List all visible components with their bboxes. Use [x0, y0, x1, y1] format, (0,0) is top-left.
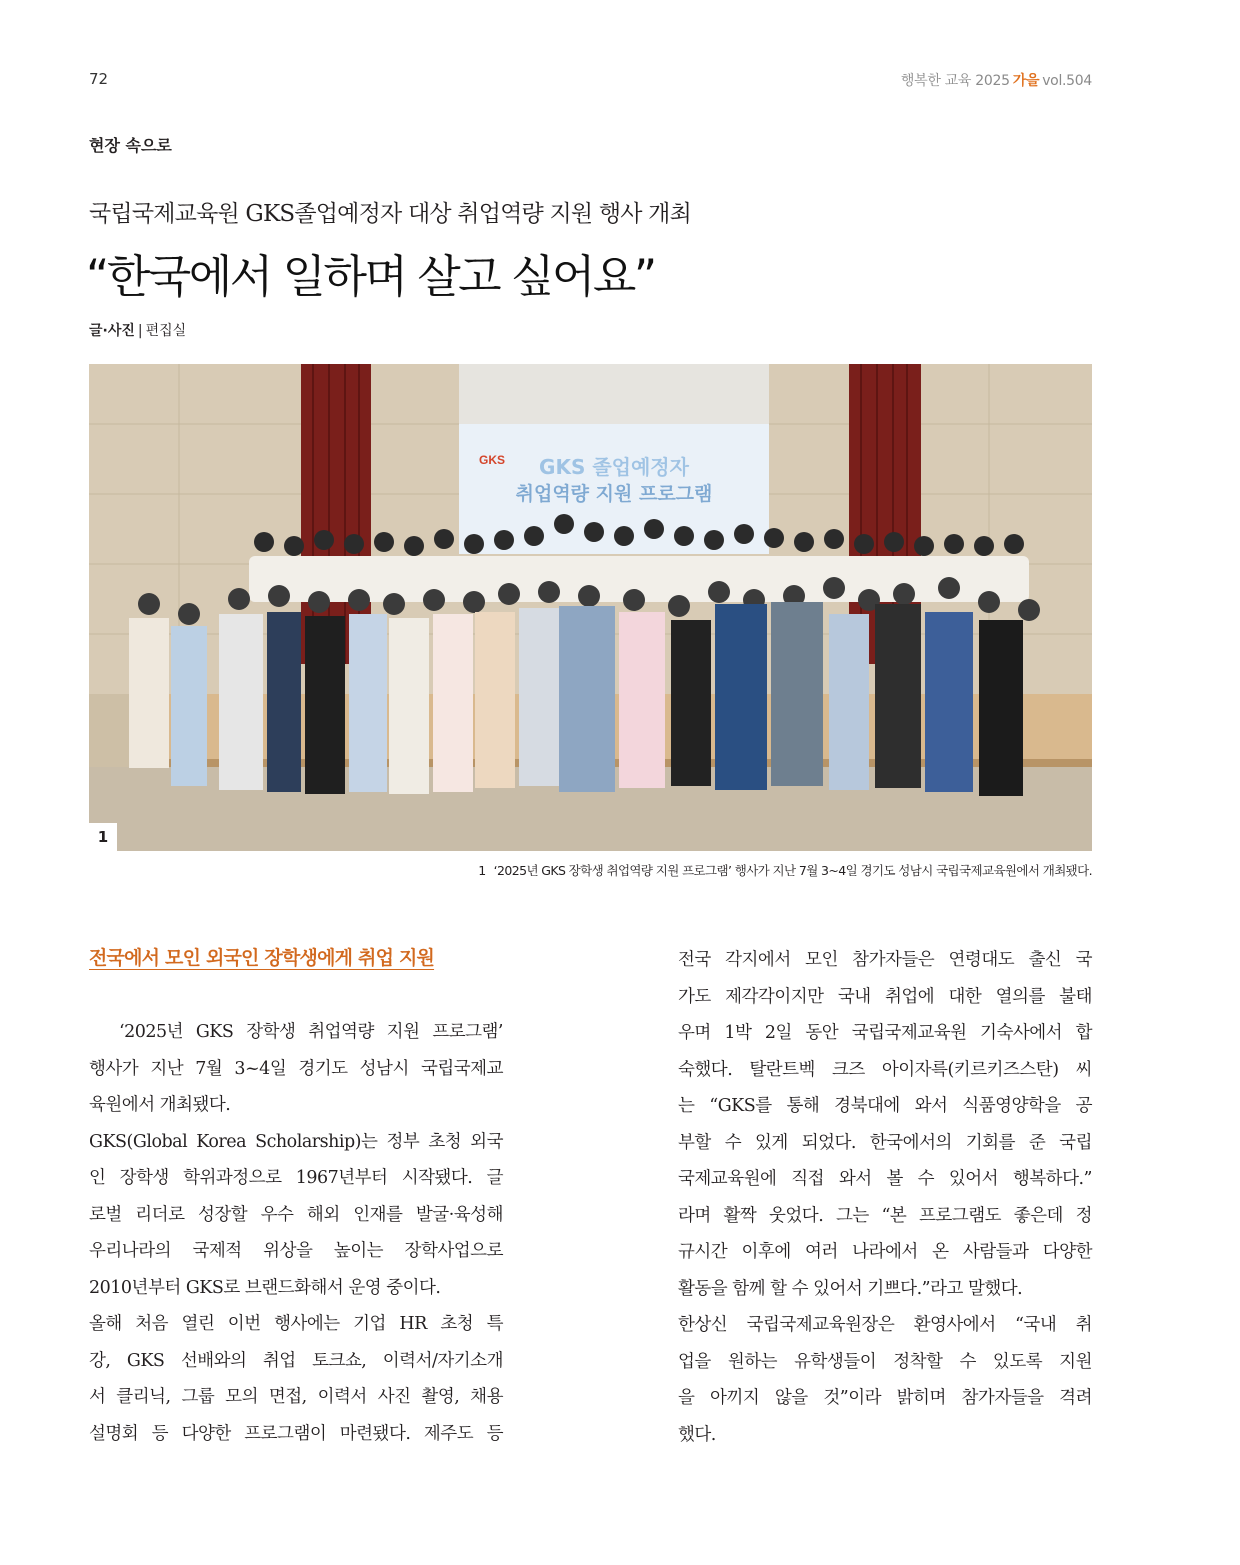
group-photo-illustration [89, 364, 1092, 851]
byline-role: 글·사진 [89, 323, 135, 339]
paragraph-line: 올해 처음 열린 이번 행사에는 기업 HR 초청 특 [89, 1314, 503, 1334]
paragraph-line: 전국 각지에서 모인 참가자들은 연령대도 출신 국 [678, 950, 1092, 970]
paragraph-line: 서 클리닉, 그룹 모의 면접, 이력서 사진 촬영, 채용 [89, 1387, 503, 1407]
article-headline: “한국에서 일하며 살고 싶어요” [86, 250, 655, 303]
paragraph-line: 부할 수 있게 되었다. 한국에서의 기회를 준 국립 [678, 1132, 1092, 1153]
paragraph-line: 는 “GKS를 통해 경북대에 와서 식품영양학을 공 [678, 1096, 1092, 1116]
article-right-column [678, 942, 1092, 1453]
paragraph-line: 우며 1박 2일 동안 국립국제교육원 기숙사에서 합 [678, 1023, 1092, 1043]
paragraph-line: 행사가 지난 7월 3~4일 경기도 성남시 국립국제교 [89, 1058, 503, 1079]
magazine-name: 행복한 교육 2025 [900, 73, 1010, 89]
article-left-column [89, 1014, 503, 1452]
volume-label: vol.504 [1042, 73, 1092, 89]
caption-number: 1 [478, 863, 486, 878]
byline-author: 편집실 [145, 323, 187, 339]
paragraph-line: 강, GKS 선배와의 취업 토크쇼, 이력서/자기소개 [89, 1350, 503, 1371]
paragraph-line: 로벌 리더로 성장할 우수 해외 인재를 발굴·육성해 [89, 1204, 503, 1225]
paragraph-line: 숙했다. 탈란트벡 크즈 아이자륵(키르키즈스탄) 씨 [678, 1059, 1092, 1080]
photo-caption [478, 861, 1092, 879]
page-number: 72 [89, 70, 109, 88]
article-section-heading: 전국에서 모인 외국인 장학생에게 취업 지원 [89, 947, 435, 969]
banner-logo: GKS [479, 453, 506, 467]
paragraph-line: 우리나라의 국제적 위상을 높이는 장학사업으로 [89, 1241, 503, 1261]
season-label: 가을 [1012, 73, 1040, 89]
paragraph-line: 했다. [678, 1424, 716, 1445]
group-photo [89, 364, 1092, 851]
paragraph-line: 을 아끼지 않을 것”이라 밝히며 참가자들을 격려 [678, 1388, 1092, 1408]
paragraph-line: 육원에서 개최됐다. [89, 1095, 231, 1115]
article-subtitle: 국립국제교육원 GKS졸업예정자 대상 취업역량 지원 행사 개최 [89, 201, 692, 227]
paragraph-line: 라며 활짝 웃었다. 그는 “본 프로그램도 좋은데 정 [678, 1205, 1092, 1226]
banner-line1: GKS 졸업예정자 [539, 455, 689, 479]
paragraph-line: 업을 원하는 유학생들이 정착할 수 있도록 지원 [678, 1351, 1092, 1372]
banner-line2: 취업역량 지원 프로그램 [515, 483, 713, 505]
paragraph-line: 설명회 등 다양한 프로그램이 마련됐다. 제주도 등 [89, 1423, 503, 1444]
paragraph-line: 가도 제각각이지만 국내 취업에 대한 열의를 불태 [678, 986, 1092, 1007]
byline-separator: | [137, 323, 143, 339]
paragraph-line: 2010년부터 GKS로 브랜드화해서 운영 중이다. [89, 1277, 441, 1298]
caption-text: ‘2025년 GKS 장학생 취업역량 지원 프로그램’ 행사가 지난 7월 3~4일 경기도 성남시 국립국제교육원에서 개최됐다. [493, 863, 1092, 878]
running-header [901, 70, 1092, 90]
byline [89, 320, 186, 340]
paragraph-line: ‘2025년 GKS 장학생 취업역량 지원 프로그램’ [119, 1022, 503, 1042]
paragraph-line: 인 장학생 학위과정으로 1967년부터 시작됐다. 글 [89, 1168, 503, 1188]
paragraph-line: 국제교육원에 직접 와서 볼 수 있어서 행복하다.” [678, 1169, 1092, 1189]
paragraph-line: 활동을 함께 할 수 있어서 기쁘다.”라고 말했다. [678, 1278, 1023, 1299]
paragraph-line: 한상신 국립국제교육원장은 환영사에서 “국내 취 [678, 1315, 1092, 1335]
section-label: 현장 속으로 [89, 136, 172, 155]
paragraph-line: GKS(Global Korea Scholarship)는 정부 초청 외국 [89, 1131, 503, 1152]
paragraph-line: 규시간 이후에 여러 나라에서 온 사람들과 다양한 [678, 1242, 1092, 1262]
photo-number: 1 [89, 823, 117, 851]
